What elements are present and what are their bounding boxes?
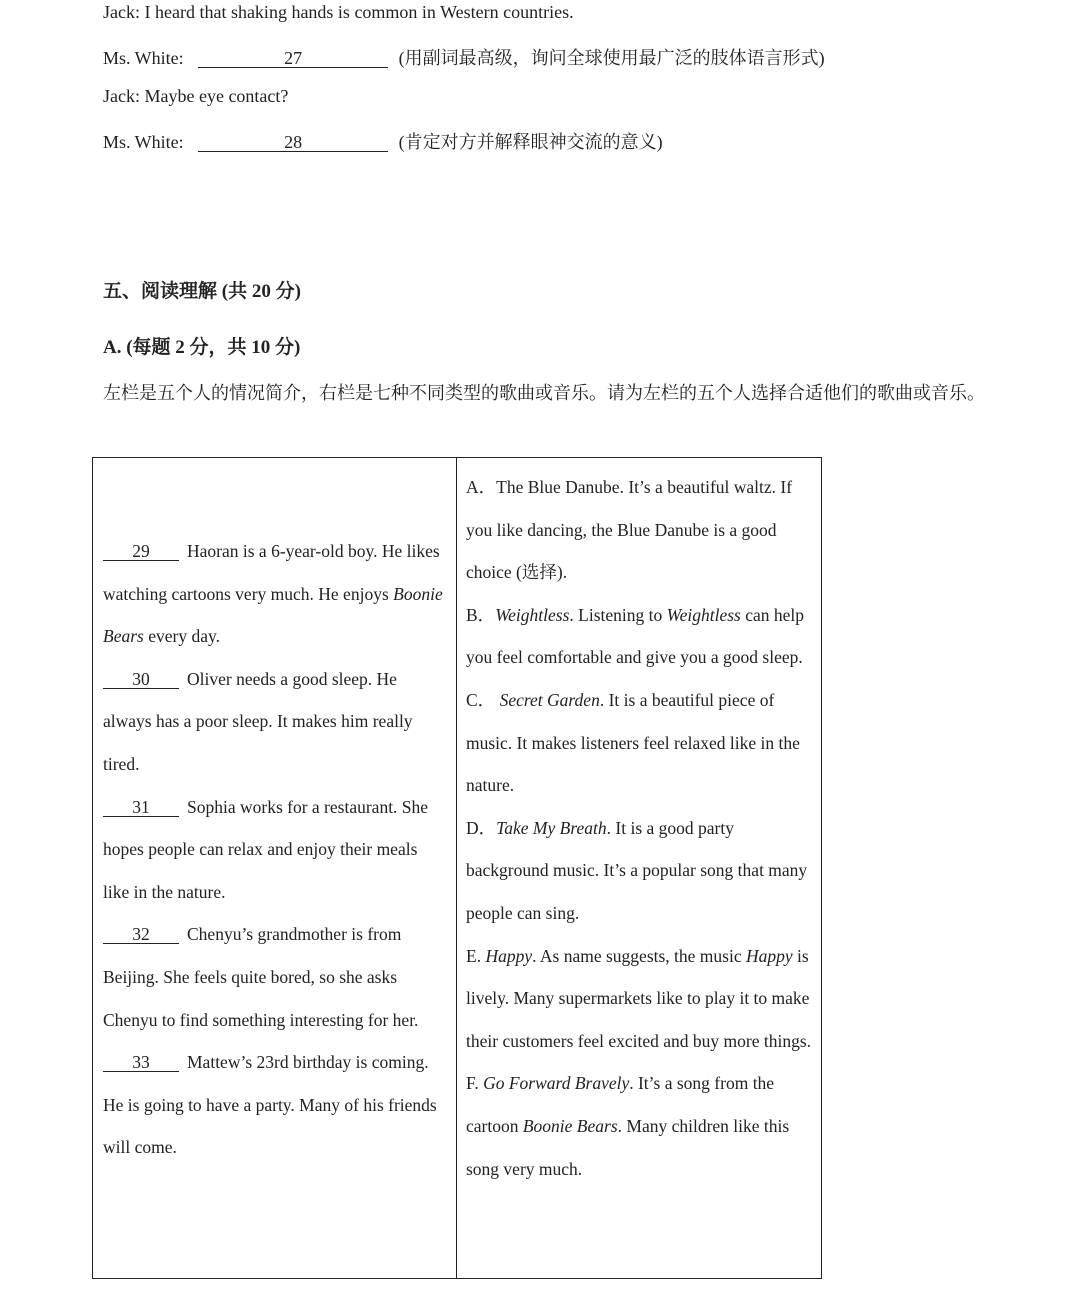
instructions: 左栏是五个人的情况简介，右栏是七种不同类型的歌曲或音乐。请为左栏的五个人选择合适他们的歌曲或音乐。 xyxy=(103,383,985,403)
dialogue-ms-white-line-2 xyxy=(103,128,663,154)
option-e: E. Happy. As name suggests, the music Happy is lively. Many supermarkets like to play it to make their customers feel excited and buy more things. xyxy=(466,945,812,1051)
blank-hint-27: (用副词最高级，询问全球使用最广泛的肢体语言形式) xyxy=(398,48,825,68)
dialogue-ms-white-line-1 xyxy=(103,44,825,70)
matching-table xyxy=(92,457,822,1279)
person-item-32: 32 Chenyu’s grandmother is from Beijing. She feels quite bored, so she asks Chenyu to find something interesting for her. xyxy=(103,924,419,1030)
answer-blank-31[interactable]: 31 xyxy=(103,798,179,817)
answer-blank-32[interactable]: 32 xyxy=(103,925,179,944)
dialogue-jack-line-2: Jack: Maybe eye contact? xyxy=(103,86,289,106)
person-item-31: 31 Sophia works for a restaurant. She hopes people can relax and enjoy their meals like in the nature. xyxy=(103,796,429,902)
person-item-30: 30 Oliver needs a good sleep. He always has a poor sleep. It makes him really tired. xyxy=(103,668,413,774)
option-b: B．Weightless. Listening to Weightless can help you feel comfortable and give you a good sleep. xyxy=(466,604,805,668)
speaker-label: Ms. White: xyxy=(103,132,184,152)
answer-blank-29[interactable]: 29 xyxy=(103,542,179,561)
blank-hint-28: (肯定对方并解释眼神交流的意义) xyxy=(398,132,663,152)
music-column xyxy=(457,458,822,1279)
option-c: C． Secret Garden. It is a beautiful piece of music. It makes listeners feel relaxed like in the nature. xyxy=(466,689,800,796)
part-title: A. (每题 2 分，共 10 分) xyxy=(103,337,301,358)
people-column xyxy=(93,458,457,1279)
person-item-29: 29 Haoran is a 6-year-old boy. He likes watching cartoons very much. He enjoys Boonie Bears every day. xyxy=(103,541,443,647)
section-title: 五、阅读理解 (共 20 分) xyxy=(103,281,301,302)
answer-blank-27[interactable]: 27 xyxy=(198,49,388,68)
option-d: D．Take My Breath. It is a good party background music. It’s a popular song that many people can sing. xyxy=(466,817,808,923)
dialogue-jack-line-1: Jack: I heard that shaking hands is common in Western countries. xyxy=(103,2,574,22)
person-item-33: 33 Mattew’s 23rd birthday is coming. He is going to have a party. Many of his friends will come. xyxy=(103,1052,437,1158)
answer-blank-28[interactable]: 28 xyxy=(198,133,388,152)
option-f: F. Go Forward Bravely. It’s a song from the cartoon Boonie Bears. Many children like this song very much. xyxy=(466,1073,790,1179)
speaker-label: Ms. White: xyxy=(103,48,184,68)
answer-blank-33[interactable]: 33 xyxy=(103,1053,179,1072)
option-a: A．The Blue Danube. It’s a beautiful waltz. If you like dancing, the Blue Danube is a good choice (选择). xyxy=(466,477,793,583)
answer-blank-30[interactable]: 30 xyxy=(103,670,179,689)
